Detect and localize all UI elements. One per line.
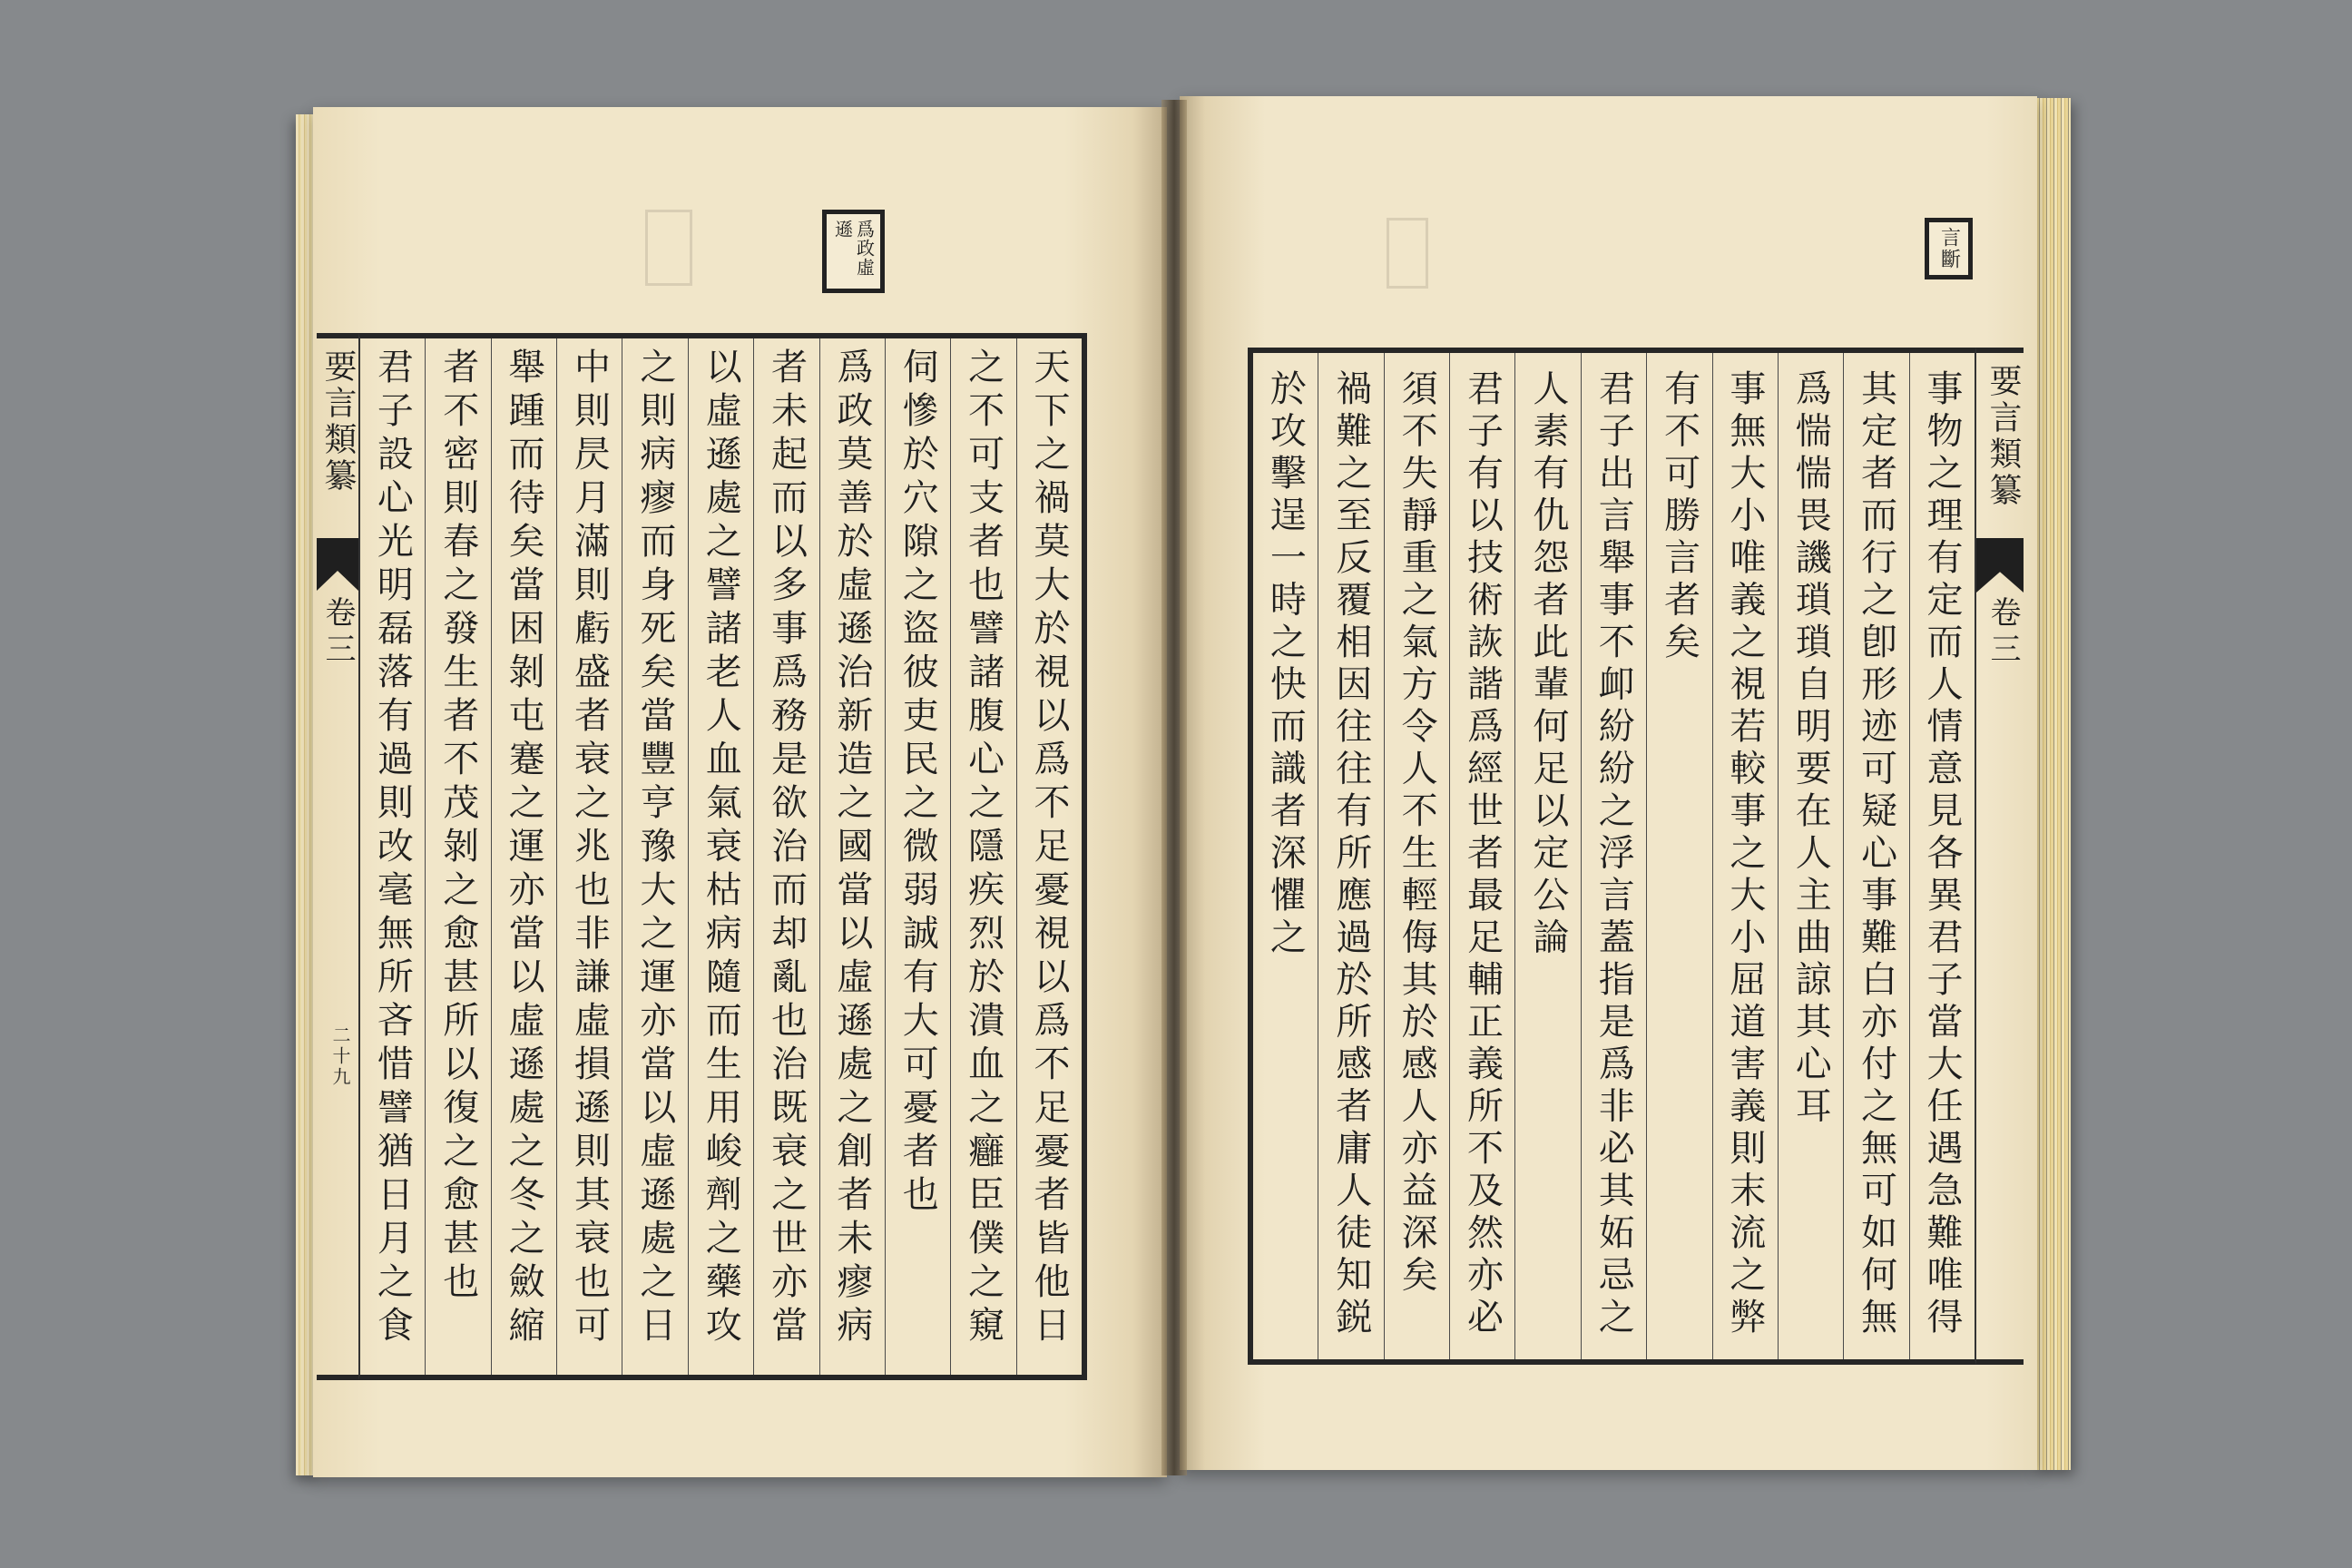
bleed-through-mark — [1387, 218, 1428, 289]
text-column: 者不密則春之發生者不茂剝之愈甚所以復之愈甚也 — [425, 338, 490, 1375]
left-text-frame — [358, 333, 1087, 1380]
left-header-tab: 爲政虛遜 — [822, 210, 885, 293]
page-number: 二十九 — [329, 1025, 351, 1088]
right-margin-volume: 卷三 — [1984, 596, 2021, 669]
text-column: 君子出言舉事不卹紛紛之浮言蓋指是爲非必其妬忌之 — [1581, 353, 1646, 1359]
right-header-tab: 言斷 — [1925, 218, 1973, 279]
fishtail-mark — [317, 538, 358, 591]
text-column: 爲政莫善於虛遜治新造之國當以虛遜處之創者未瘳病 — [819, 338, 885, 1375]
text-column: 君子有以技術詼諧爲經世者最足輔正義所不及然亦必 — [1449, 353, 1514, 1359]
text-column: 禍難之至反覆相因往往有所應過於所感者庸人徒知鋭 — [1318, 353, 1383, 1359]
text-column: 伺慘於穴隙之盜彼吏民之微弱誠有大可憂者也 — [885, 338, 950, 1375]
text-column: 君子設心光明磊落有過則改毫無所吝惜譬猶日月之食 — [371, 348, 414, 1349]
right-margin-title: 要言類纂 — [1984, 364, 2022, 509]
right-page-edges — [2033, 98, 2071, 1470]
left-margin-volume: 卷三 — [319, 596, 356, 669]
text-column: 天下之禍莫大於視以爲不足憂視以爲不足憂者皆他日 — [1016, 338, 1082, 1375]
bleed-through-mark — [645, 210, 692, 286]
right-text-frame — [1248, 348, 1976, 1365]
left-margin-title: 要言類纂 — [319, 349, 357, 495]
text-column: 者未起而以多事爲務是欲治而却亂也治既衰之世亦當 — [753, 338, 818, 1375]
text-column: 須不失靜重之氣方令人不生輕侮其於感人亦益深矣 — [1384, 353, 1449, 1359]
text-column: 其定者而行之卽形迹可疑心事難白亦付之無可如何無 — [1843, 353, 1908, 1359]
right-margin-column — [1976, 348, 2024, 1365]
fishtail-mark — [1976, 538, 2024, 593]
text-column: 爲惴惴畏譏瑣瑣自明要在人主曲諒其心耳 — [1778, 353, 1843, 1359]
text-column: 舉踵而待矣當困剝屯蹇之運亦當以虛遜處之冬之斂縮 — [491, 338, 556, 1375]
text-column: 以虛遜處之譬諸老人血氣衰枯病隨而生用峻劑之藥攻 — [688, 338, 753, 1375]
text-column: 事物之理有定而人情意見各異君子當大任遇急難唯得 — [1909, 353, 1975, 1359]
text-column: 有不可勝言者矣 — [1646, 353, 1711, 1359]
text-column: 中則昃月滿則虧盛者衰之兆也非謙虛損遜則其衰也可 — [556, 338, 622, 1375]
left-margin-column — [317, 333, 358, 1380]
text-column: 人素有仇怨者此輩何足以定公論 — [1514, 353, 1580, 1359]
text-column: 之不可支者也譬諸腹心之隱疾烈於潰血之癰臣僕之窺 — [950, 338, 1015, 1375]
book-spine-crease — [1161, 100, 1187, 1475]
text-column: 事無大小唯義之視若較事之大小屈道害義則末流之弊 — [1712, 353, 1778, 1359]
text-column: 之則病瘳而身死矣當豐亨豫大之運亦當以虛遜處之日 — [622, 338, 687, 1375]
text-column: 於攻擊逞一時之快而識者深懼之 — [1264, 369, 1307, 960]
